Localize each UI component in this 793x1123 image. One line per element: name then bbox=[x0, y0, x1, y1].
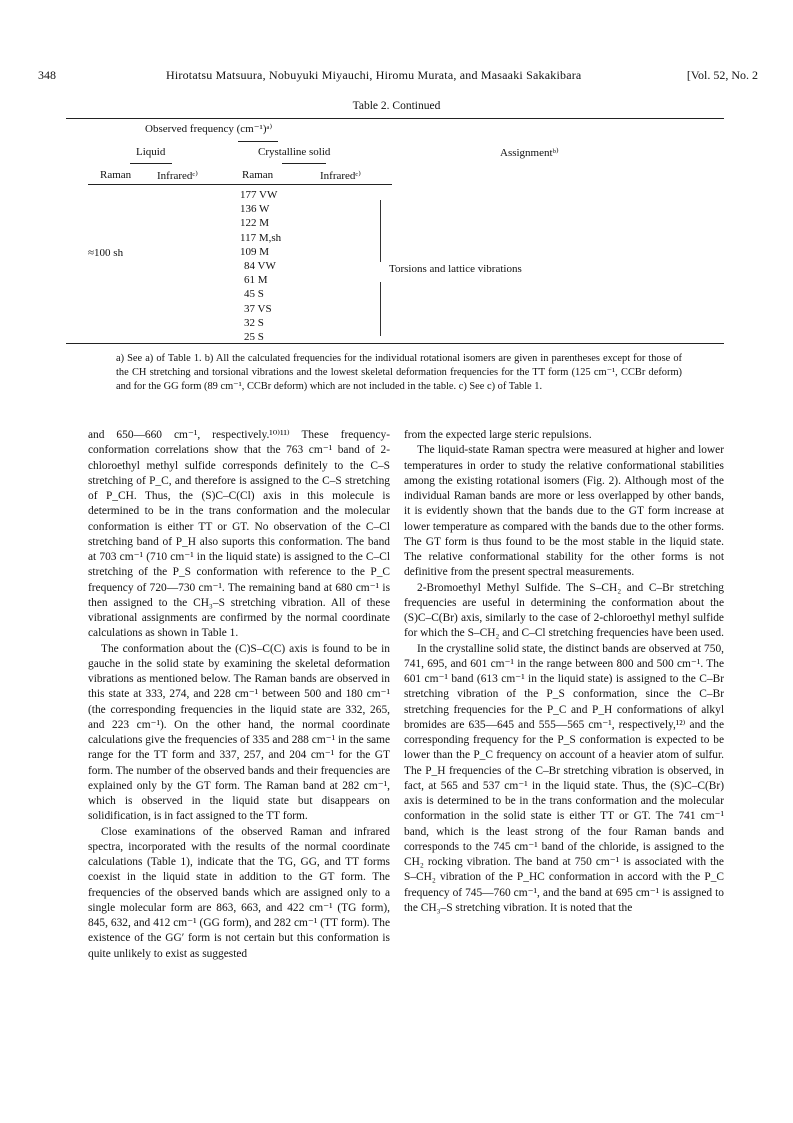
solid-raman-value: 45 S bbox=[244, 288, 264, 301]
solid-raman-value: 136 W bbox=[240, 203, 270, 216]
table-title: Table 2. Continued bbox=[352, 100, 441, 112]
liquid-header: Liquid bbox=[136, 146, 166, 158]
paragraph: from the expected large steric repulsions. bbox=[404, 429, 592, 441]
table-footnote bbox=[116, 352, 682, 394]
liquid-underline bbox=[130, 163, 172, 164]
paragraph: The conformation about the (C)S–C(C) axis is found to be in gauche in the solid state by examining the skeletal deformation vibrations as mentioned below. The Raman bands are observed in this state at 333, 274, and 228 cm⁻¹ between 500 and 180 cm⁻¹ (the corresponding frequencies in the liquid state are 332, 265, and 223 cm⁻¹). On the other hand, the normal coordinate calculations give the frequencies of 335 and 288 cm⁻¹ in the same range for the TT form and 337, 257, and 204 cm⁻¹ for the GT form. The number of the observed bands and their frequencies are explained only by the GT form. The Raman band at 282 cm⁻¹, which is observed in the liquid state but disappears on solidification, is in fact assigned to the TT form. bbox=[88, 642, 390, 823]
solid-infrared-header: Infraredᶜ⁾ bbox=[320, 170, 361, 182]
solid-raman-header: Raman bbox=[242, 169, 274, 181]
solid-raman-value: 61 M bbox=[244, 274, 268, 287]
solid-raman-column bbox=[240, 188, 281, 344]
table-bottom-rule bbox=[66, 343, 724, 344]
solid-underline bbox=[282, 163, 326, 164]
paragraph: Close examinations of the observed Raman and infrared spectra, incorporated with the results of the normal coordinate calculations (Table 1), indicate that the TG, GG, and TT forms coexist in the liquid state in addition to the GT form. The frequencies of the observed bands which are assigned only to a single molecular form are 863, 663, and 422 cm⁻¹ (TG form), 845, 632, and 412 cm⁻¹ (GG form), and 282 cm⁻¹ (TT form). The existence of the GG′ form is not certain but this conformation is quite unlikely to exist as suggested bbox=[88, 825, 390, 960]
brace-lower bbox=[380, 282, 381, 336]
paragraph: and 650—660 cm⁻¹, respectively.¹⁰⁾¹¹⁾ These frequency-conformation correlations show that the 763 cm⁻¹ band of 2-chloroethyl methyl sulfide corresponds definitely to the C–S stretching of P_C, and therefore is assigned to the C–S stretching of P_CH. Thus, the (S)C–C(Cl) axis in this molecule is determined to be in the trans conformation and the molecular conformation is either TT or GT. No observation of the C–Cl stretching band of P_H also suports this conformation. The band at 703 cm⁻¹ (710 cm⁻¹ in the liquid state) is assigned to the C–Cl stretching of the P_S conformation with reference to the P_C frequency of 720—730 cm⁻¹. The remaining band at 680 cm⁻¹ is then assigned to the CH₃–S stretching vibration. All of these vibrational assignments are confirmed by the normal coordinate calculations as shown in Table 1. bbox=[88, 429, 390, 640]
liquid-raman-value: ≈100 sh bbox=[88, 247, 124, 259]
observed-frequency-header: Observed frequency (cm⁻¹)ᵃ⁾ bbox=[145, 123, 273, 135]
solid-raman-value: 25 S bbox=[244, 331, 264, 344]
assignment-header: Assignmentᵇ⁾ bbox=[500, 147, 559, 159]
group-underline bbox=[238, 141, 278, 142]
footnote-text: a) See a) of Table 1. b) All the calculated frequencies for the individual rotational isomers are given in parentheses except for those of the CH stretching and torsional vibrations and the lowest skeletal deformation frequencies for the TT form (125 cm⁻¹, CCBr deform) and for the GG form (89 cm⁻¹, CCBr deform) which are not included in the table. c) See c) of Table 1. bbox=[116, 353, 682, 392]
solid-raman-value: 37 VS bbox=[244, 302, 272, 315]
paragraph: The liquid-state Raman spectra were measured at higher and lower temperatures in order to study the relative conformational stabilities among the existing rotational isomers (Fig. 2). Although most of the individual Raman bands are more or less overlapped by other bands, it is evidently shown that the bands due to the GT form increase at lower temperature as compared with the bands due to the other forms. The GT form is thus found to be the most stable in the liquid state. The relative conformational stability for the other forms is not definitive from the present spectral measurements. bbox=[404, 444, 724, 579]
solid-raman-value: 177 VW bbox=[240, 189, 278, 201]
assignment-text: Torsions and lattice vibrations bbox=[389, 263, 522, 275]
solid-raman-value: 109 M bbox=[240, 245, 270, 258]
volume-label: [Vol. 52, No. 2 bbox=[686, 68, 758, 82]
left-text-column bbox=[88, 428, 390, 962]
solid-raman-value: 84 VW bbox=[244, 260, 276, 273]
liquid-raman-header: Raman bbox=[100, 169, 132, 181]
paragraph: 2-Bromoethyl Methyl Sulfide. The S–CH₂ and C–Br stretching frequencies are useful in determining the conformation about the (S)C–C(Br) axis, similarly to the case of 2-chloroethyl methyl sulfide for which the S–CH₂ and C–Cl stretching frequencies have been used. bbox=[404, 581, 724, 640]
crystalline-solid-header: Crystalline solid bbox=[258, 146, 331, 158]
column-header-rule bbox=[88, 184, 392, 185]
author-line: Hirotatsu Matsuura, Nobuyuki Miyauchi, Hiromu Murata, and Masaaki Sakakibara bbox=[166, 68, 582, 82]
liquid-infrared-header: Infraredᶜ⁾ bbox=[157, 170, 198, 182]
page-number: 348 bbox=[38, 68, 56, 82]
solid-raman-value: 117 M,sh bbox=[240, 231, 282, 244]
brace-upper bbox=[380, 200, 381, 262]
solid-raman-value: 32 S bbox=[244, 316, 264, 329]
solid-raman-value: 122 M bbox=[240, 217, 270, 230]
right-text-column bbox=[404, 428, 724, 916]
paragraph: In the crystalline solid state, the distinct bands are observed at 750, 741, 695, and 601 cm⁻¹ in the range between 800 and 500 cm⁻¹. The 601 cm⁻¹ band (613 cm⁻¹ in the liquid state) is assigned to the C–Br stretching vibration of the P_S conformation, since the C–Br stretching frequencies for the P_C and P_H conformations of alkyl bromides are 635—645 and 555—565 cm⁻¹, respectively,¹²⁾ and the corresponding frequency for the P_S conformation is expected to be lower than the P_C frequency on account of a heavier atom of sulfur. The P_H frequencies of the C–Br stretching vibration is observed, in fact, at 565 and 537 cm⁻¹ in the liquid state. Thus, the (S)C–C(Br) axis is determined to be in the trans conformation and the molecular conformation in the solid state is either TT or GT. The 741 cm⁻¹ band, which is the least strong of the four Raman bands and corresponds to the 745 cm⁻¹ band of the chloride, is assigned to the CH₂ rocking vibration. The band at 750 cm⁻¹ is associated with the S–CH₂ vibration of the P_HC conformation in accord with the P_C frequency of 745—760 cm⁻¹, and the band at 695 cm⁻¹ is assigned to the CH₃–S stretching vibration. It is noted that the bbox=[404, 642, 724, 914]
table-top-rule bbox=[66, 118, 724, 119]
